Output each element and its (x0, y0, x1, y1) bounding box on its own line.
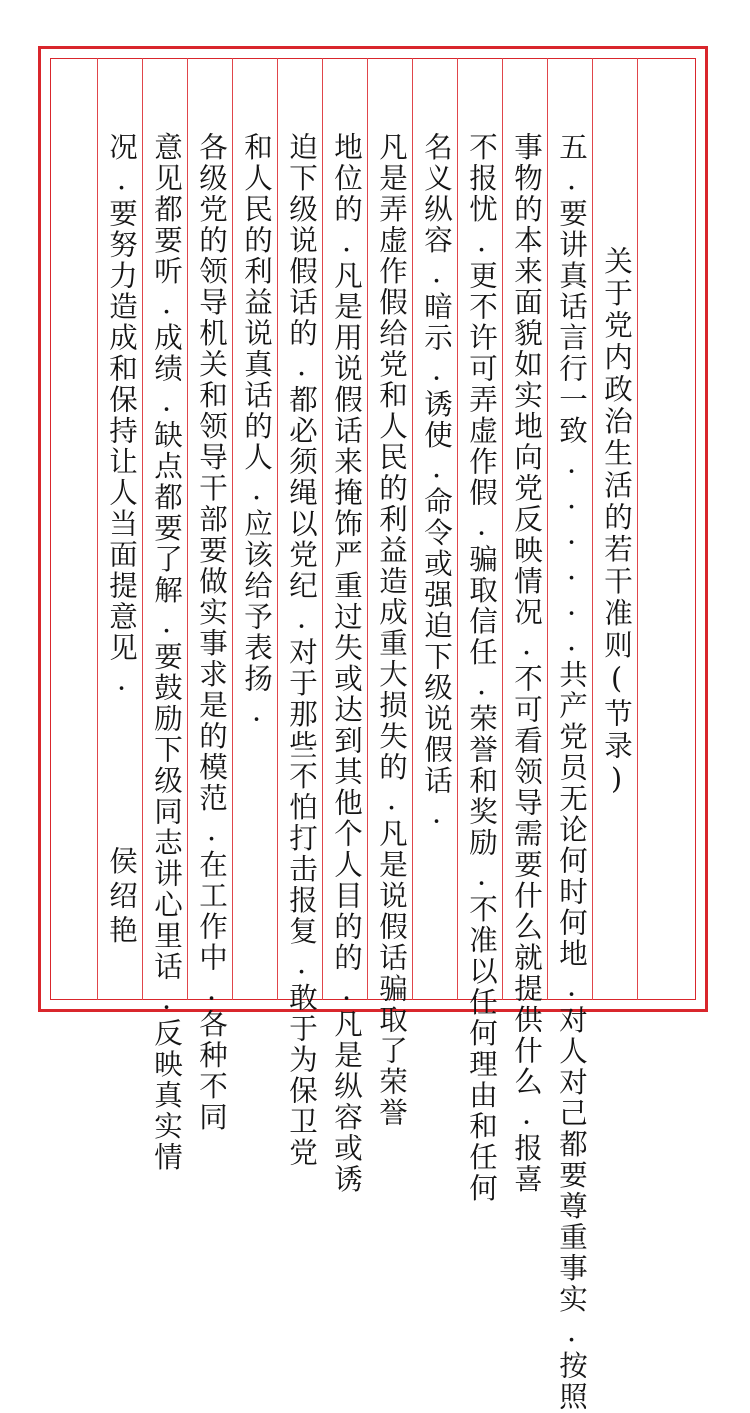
text-line: 地位的.凡是用说假话来掩饰严重过失或达到其他个人目的的.凡是纵容或诱 (330, 132, 363, 1195)
column-rule (97, 58, 98, 1000)
author-signature: 侯绍艳 (105, 846, 138, 950)
text-column (144, 0, 188, 1173)
text-line: 况.要努力造成和保持让人当面提意见. (105, 132, 138, 699)
text-line: 和人民的利益说真话的人.应该给予表扬. (240, 132, 273, 730)
text-line: 五.要讲真话言行一致......共产党员无论何时何地.对人对己都要尊重事实.按照 (555, 132, 588, 1413)
title-column (594, 0, 638, 1060)
text-column (279, 0, 323, 1169)
text-line: 名义纵容.暗示.诱使.命令或强迫下级说假话. (420, 132, 453, 832)
text-line: 事物的本来面貌如实地向党反映情况.不可看领导需要什么就提供什么.报喜 (510, 132, 543, 1195)
document-title: 关于党内政治生活的若干准则(节录) (600, 246, 633, 799)
text-column (414, 0, 458, 1060)
text-column (369, 0, 413, 1129)
text-column (189, 0, 233, 1133)
text-line: 各级党的领导机关和领导干部要做实事求是的模范.在工作中.各种不同 (195, 132, 228, 1133)
text-column (504, 0, 548, 1195)
text-line: 不报忧.更不许可弄虚作假.骗取信任.荣誉和奖励.不准以任何理由和任何 (465, 132, 498, 1204)
text-column (99, 0, 143, 1060)
text-line: 凡是弄虚作假给党和人民的利益造成重大损失的.凡是说假话骗取了荣誉 (375, 132, 408, 1129)
text-column (459, 0, 503, 1204)
text-line: 意见都要听.成绩.缺点都要了解.要鼓励下级同志讲心里话.反映真实情 (150, 132, 183, 1173)
text-column (549, 0, 593, 1413)
text-line: 迫下级说假话的.都必须绳以党纪.对于那些不怕打击报复.敢于为保卫党 (285, 132, 318, 1169)
text-column (234, 0, 278, 1060)
text-column (324, 0, 368, 1195)
